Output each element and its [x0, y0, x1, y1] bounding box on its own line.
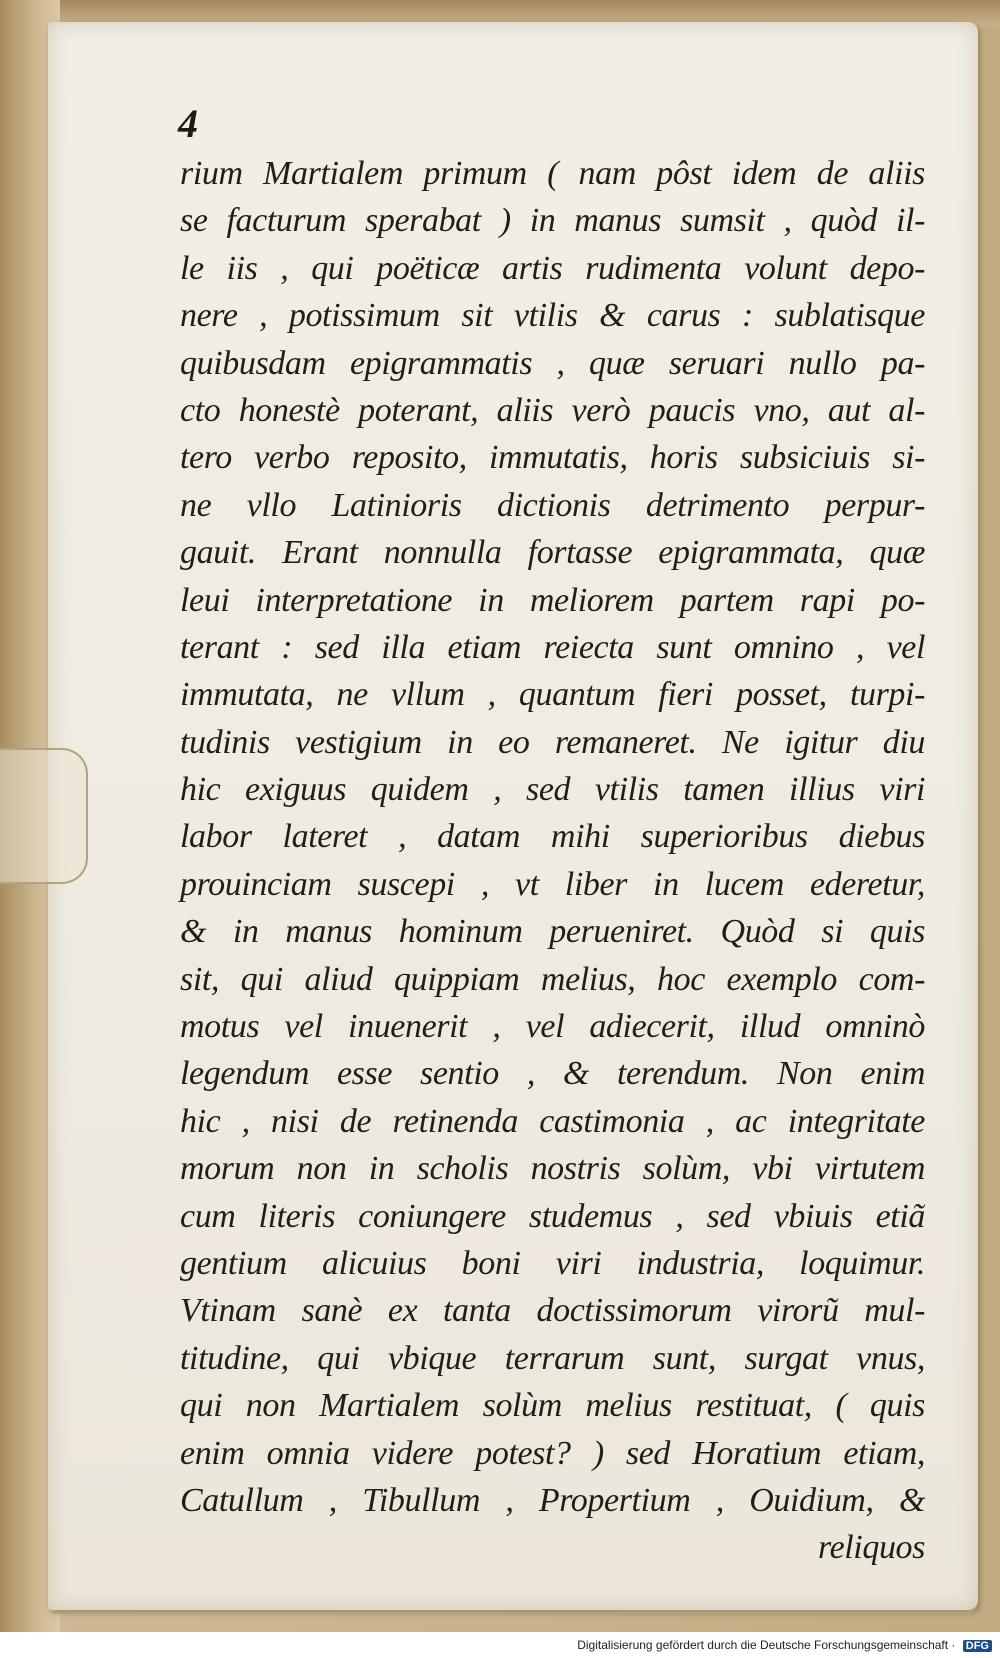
page-clasp — [0, 748, 88, 884]
text-line: labor lateret , datam mihi superioribus diebus — [180, 818, 925, 856]
text-line: motus vel inuenerit , vel adiecerit, illud omninò — [180, 1008, 925, 1046]
dfg-logo: DFG — [963, 1640, 992, 1652]
text-line: tero verbo reposito, immutatis, horis subsiciuis si- — [180, 439, 925, 477]
text-line: titudine, qui vbique terrarum sunt, surgat vnus, — [180, 1339, 925, 1377]
text-line: le iis , qui poëticæ artis rudimenta volunt depo- — [180, 249, 925, 287]
text-line: morum non in scholis nostris solùm, vbi virtutem — [180, 1150, 925, 1188]
credit-text: Digitalisierung gefördert durch die Deutsche Forschungsgemeinschaft · — [577, 1638, 956, 1652]
text-line: & in manus hominum perueniret. Quòd si quis — [180, 913, 925, 951]
text-line: rium Martialem primum ( nam pôst idem de aliis — [180, 155, 925, 192]
text-line: nere , potissimum sit vtilis & carus : sublatisque — [180, 297, 925, 335]
text-line: hic , nisi de retinenda castimonia , ac integritate — [180, 1102, 925, 1140]
text-line: Vtinam sanè ex tanta doctissimorum virorũ mul- — [180, 1292, 925, 1330]
text-line: cto honestè poterant, aliis verò paucis vno, aut al- — [180, 391, 925, 429]
page-number: 4 — [178, 101, 198, 146]
text-line: immutata, ne vllum , quantum fieri posset, turpi- — [180, 676, 925, 714]
digitization-credit — [577, 1638, 992, 1652]
catchword: reliquos — [818, 1529, 925, 1567]
text-line: sit, qui aliud quippiam melius, hoc exemplo com- — [180, 960, 925, 998]
text-line: prouinciam suscepi , vt liber in lucem ederetur, — [180, 865, 925, 903]
text-line: enim omnia videre potest? ) sed Horatium etiam, — [180, 1434, 925, 1472]
text-line: gentium alicuius boni viri industria, loquimur. — [180, 1244, 925, 1282]
text-line: hic exiguus quidem , sed vtilis tamen illius viri — [180, 771, 925, 809]
text-line: se facturum sperabat ) in manus sumsit , quòd il- — [180, 202, 925, 240]
text-line: ne vllo Latinioris dictionis detrimento perpur- — [180, 486, 925, 524]
text-line: legendum esse sentio , & terendum. Non enim — [180, 1055, 925, 1093]
text-line: cum literis coniungere studemus , sed vbiuis etiã — [180, 1197, 925, 1235]
text-line: gauit. Erant nonnulla fortasse epigrammata, quæ — [180, 534, 925, 572]
text-line: qui non Martialem solùm melius restituat, ( quis — [180, 1387, 925, 1425]
text-line: leui interpretatione in meliorem partem rapi po- — [180, 581, 925, 619]
text-line: tudinis vestigium in eo remaneret. Ne igitur diu — [180, 723, 925, 761]
text-line: terant : sed illa etiam reiecta sunt omnino , vel — [180, 628, 925, 666]
text-line: Catullum , Tibullum , Propertium , Ouidium, & — [180, 1481, 925, 1519]
text-line: quibusdam epigrammatis , quæ seruari nullo pa- — [180, 344, 925, 382]
body-text — [180, 150, 925, 1572]
